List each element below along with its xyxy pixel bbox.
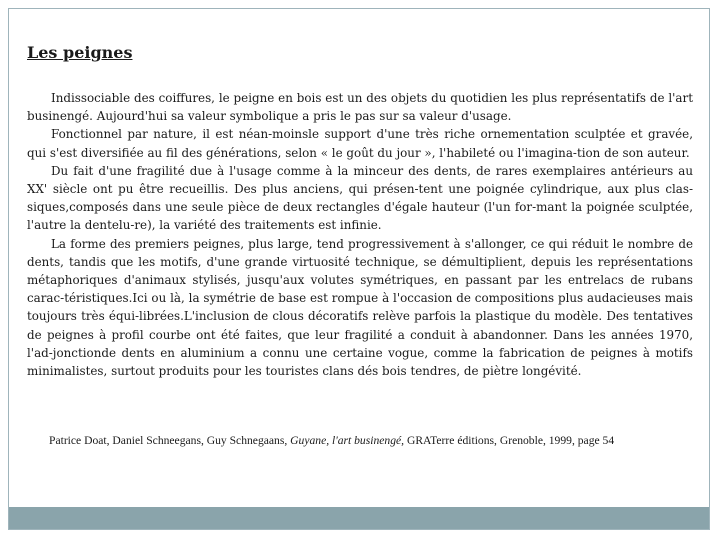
paragraph: Indissociable des coiffures, le peigne en bois est un des objets du quotidien les plus représentatifs de l'art businengé. Aujourd'hui sa valeur symbolique a pris le pas sur sa valeur d'usage.	[27, 91, 693, 124]
citation	[49, 433, 709, 449]
page-title: Les peignes	[27, 43, 133, 62]
citation-authors: Patrice Doat, Daniel Schneegans, Guy Schnegaans,	[49, 434, 291, 447]
paragraph: Fonctionnel par nature, il est néan-moinsle support d'une très riche ornementation sculptée et gravée, qui s'est diversifiée au fil des générations, selon « le goût du jour », l'habileté ou l'imagina-tion de son auteur.	[27, 127, 693, 160]
body-text	[27, 89, 693, 380]
paragraph: Du fait d'une fragilité due à l'usage comme à la minceur des dents, de rares exemplaires antérieurs au XX' siècle ont pu être recueillis. Des plus anciens, qui présen-tent une poignée cylindrique, aux plus clas-siques,composés dans une seule pièce de deux rectangles d'égale hauteur (l'un for-mant la poignée sculptée, l'autre la dentelu-re), la variété des traitements est infinie.	[27, 163, 693, 233]
paragraph: La forme des premiers peignes, plus large, tend progressivement à s'allonger, ce qui réduit le nombre de dents, tandis que les motifs, d'une grande virtuosité technique, se démultiplient, depuis les représentations métaphoriques d'animaux stylisés, jusqu'aux volutes symétriques, en passant par les entrelacs de rubans carac-téristiques.Ici ou là, la symétrie de base est rompue à l'occasion de compositions plus audacieuses mais toujours très équi-librées.L'inclusion de clous décoratifs relève parfois la plastique du modèle. Des tentatives de peignes à profil courbe ont été faites, que leur fragilité a conduit à abandonner. Dans les années 1970, l'ad-jonctionde dents en aluminium a connu une certaine vogue, comme la fabrication de peignes à motifs minimalistes, surtout produits pour les touristes clans dés bois tendres, de piètre longévité.	[27, 236, 693, 379]
citation-publisher: GRATerre éditions, Grenoble, 1999, page 54	[404, 434, 615, 447]
footer-band	[9, 507, 709, 529]
citation-book-title: Guyane, l'art businengé,	[290, 434, 405, 447]
slide	[8, 8, 710, 530]
